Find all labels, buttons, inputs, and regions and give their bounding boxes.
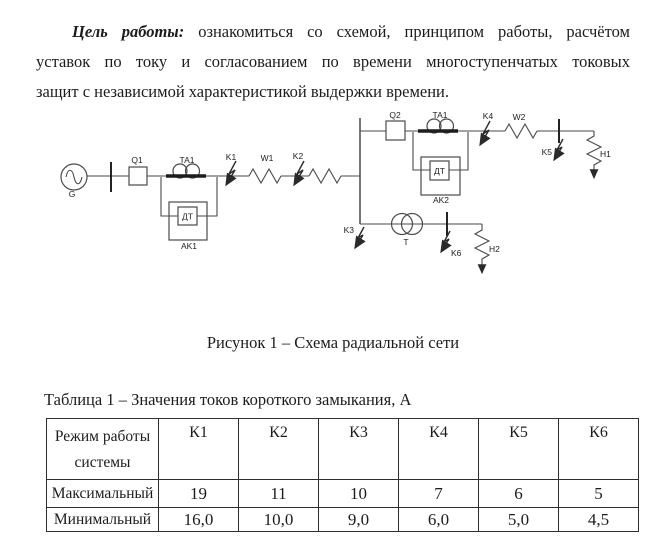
table-header-cell-k4: К4: [399, 419, 479, 480]
min-k4: 6,0: [399, 508, 479, 532]
current-transformer-ta1-right: [418, 110, 458, 133]
paragraph-lead: Цель работы:: [72, 22, 185, 41]
paragraph-line-1-text: ознакомиться со схемой, принципом работы, расчётом: [198, 22, 630, 41]
min-k5: 5,0: [479, 508, 559, 532]
load-h2: [475, 224, 500, 273]
generator-symbol: [61, 164, 87, 199]
paragraph-line-2: уставок по току и согласованием по времени многоступенчатых токовых: [36, 52, 630, 71]
table-header-cell-k6: К6: [559, 419, 639, 480]
q2-label: Q2: [389, 110, 401, 120]
fault-marker-k3: [344, 225, 364, 248]
ak2-label: AK2: [432, 195, 450, 205]
min-k3: 9,0: [319, 508, 399, 532]
row-label-max: Максимальный: [47, 480, 159, 508]
k2-label: K2: [292, 151, 304, 161]
table-row-max: [47, 480, 639, 508]
fault-marker-k1: [226, 152, 237, 185]
fault-marker-k4: [480, 111, 493, 145]
corner-line-1: Режим работы: [54, 428, 151, 445]
max-k2: 11: [239, 480, 319, 508]
line-section-2: [309, 169, 341, 183]
h2-label: H2: [489, 244, 500, 254]
table-corner-cell: [47, 419, 159, 480]
table-header-cell-k5: К5: [479, 419, 559, 480]
line-section-w2: [505, 112, 537, 138]
table-caption: Таблица 1 – Значения токов короткого замыкания, А: [44, 390, 412, 409]
min-k1: 16,0: [159, 508, 239, 532]
dt1-label: ДТ: [182, 211, 193, 222]
relay-circuit-ak2: [413, 132, 468, 205]
breaker-q1: [129, 155, 147, 185]
min-k6: 4,5: [559, 508, 639, 532]
ta1-left-label: TA1: [179, 155, 195, 165]
q1-label: Q1: [131, 155, 143, 165]
generator-label: G: [68, 189, 76, 199]
max-k4: 7: [399, 480, 479, 508]
k6-label: K6: [451, 248, 462, 258]
line-section-w1: [249, 153, 281, 183]
max-k1: 19: [159, 480, 239, 508]
row-label-min: Минимальный: [47, 508, 159, 532]
t-label: T: [403, 237, 409, 247]
paragraph-line-3: защит с независимой характеристикой выдержки времени.: [36, 82, 449, 101]
transformer-t: [392, 214, 423, 248]
short-circuit-table: [46, 418, 639, 532]
table-header-cell-k2: К2: [239, 419, 319, 480]
table-header-cell-k3: К3: [319, 419, 399, 480]
k5-label: K5: [541, 147, 552, 157]
corner-line-2: системы: [74, 454, 131, 471]
max-k6: 5: [559, 480, 639, 508]
k1-label: K1: [225, 152, 237, 162]
h1-label: H1: [600, 149, 611, 159]
w2-label: W2: [512, 112, 526, 122]
ak1-label: AK1: [180, 241, 198, 251]
k3-label: K3: [343, 225, 354, 235]
breaker-q2: [386, 110, 405, 140]
k4-label: K4: [482, 111, 494, 121]
relay-circuit-ak1: [161, 177, 217, 251]
ta1-right-label: TA1: [432, 110, 448, 120]
table-row-min: [47, 508, 639, 532]
table-header-row: [47, 419, 639, 480]
load-h1: [587, 131, 611, 178]
current-transformer-ta1-left: [166, 155, 206, 178]
max-k3: 10: [319, 480, 399, 508]
table-header-cell-k1: К1: [159, 419, 239, 480]
fault-marker-k6: [441, 231, 462, 258]
dt2-label: ДТ: [434, 166, 445, 176]
w1-label: W1: [260, 153, 274, 163]
max-k5: 6: [479, 480, 559, 508]
min-k2: 10,0: [239, 508, 319, 532]
fault-marker-k2: [293, 151, 304, 185]
figure-caption: Рисунок 1 – Схема радиальной сети: [206, 333, 460, 352]
